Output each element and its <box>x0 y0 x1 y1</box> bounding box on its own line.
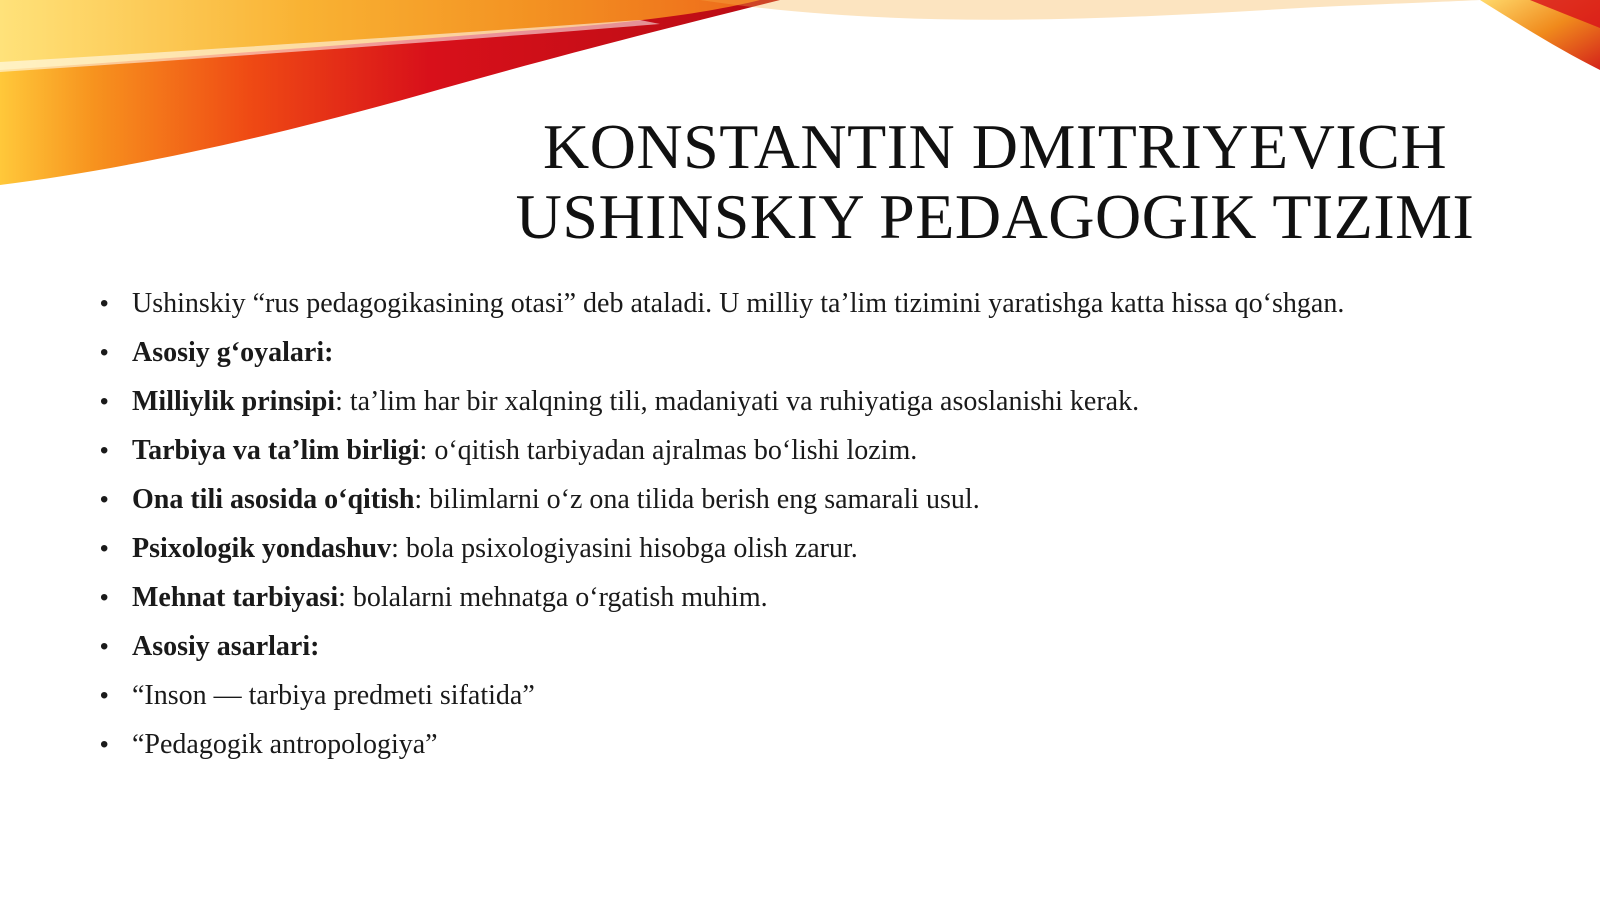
bullet-text: “Pedagogik antropologiya” <box>132 729 438 760</box>
slide-title <box>420 112 1570 252</box>
bullet-dot-icon: • <box>100 682 109 709</box>
bullet-dot-icon: • <box>100 437 109 464</box>
bullet-bold-text: Milliylik prinsipi <box>132 386 336 417</box>
bullet-dot-icon: • <box>100 486 109 513</box>
bullet-text: : bolalarni mehnatga o‘rgatish muhim. <box>338 582 768 613</box>
bullet-dot-icon: • <box>100 633 109 660</box>
bullet-text: “Inson — tarbiya predmeti sifatida” <box>132 680 535 711</box>
bullet-dot-icon: • <box>100 339 109 366</box>
bullet-bold-text: Asosiy asarlari: <box>132 631 320 662</box>
bullet-item <box>100 726 1560 775</box>
bullet-list <box>100 285 1560 775</box>
bullet-bold-text: Psixologik yondashuv <box>132 533 392 564</box>
title-line-2: USHINSKIY PEDAGOGIK TIZIMI <box>515 181 1475 252</box>
bullet-item <box>100 285 1560 334</box>
bullet-dot-icon: • <box>100 731 109 758</box>
bullet-item <box>100 628 1560 677</box>
bullet-dot-icon: • <box>100 290 109 317</box>
bullet-dot-icon: • <box>100 584 109 611</box>
bullet-bold-text: Asosiy g‘oyalari: <box>132 337 334 368</box>
bullet-text: : bilimlarni o‘z ona tilida berish eng samarali usul. <box>414 484 980 515</box>
bullet-bold-text: Ona tili asosida o‘qitish <box>132 484 415 515</box>
bullet-item <box>100 481 1560 530</box>
bullet-item <box>100 383 1560 432</box>
bullet-text: : bola psixologiyasini hisobga olish zarur. <box>391 533 858 564</box>
bullet-text: : o‘qitish tarbiyadan ajralmas bo‘lishi lozim. <box>419 435 918 466</box>
bullet-bold-text: Mehnat tarbiyasi <box>132 582 339 613</box>
bullet-item <box>100 677 1560 726</box>
bullet-dot-icon: • <box>100 535 109 562</box>
bullet-dot-icon: • <box>100 388 109 415</box>
bullet-item <box>100 334 1560 383</box>
bullet-item <box>100 432 1560 481</box>
bullet-bold-text: Tarbiya va ta’lim birligi <box>132 435 420 466</box>
bullet-text: Ushinskiy “rus pedagogikasining otasi” deb ataladi. U milliy ta’lim tizimini yaratishga katta hissa qo‘shgan. <box>132 288 1345 319</box>
title-line-1: KONSTANTIN DMITRIYEVICH <box>542 111 1448 182</box>
bullet-item <box>100 530 1560 579</box>
bullet-item <box>100 579 1560 628</box>
bullet-text: : ta’lim har bir xalqning tili, madaniyati va ruhiyatiga asoslanishi kerak. <box>335 386 1140 417</box>
